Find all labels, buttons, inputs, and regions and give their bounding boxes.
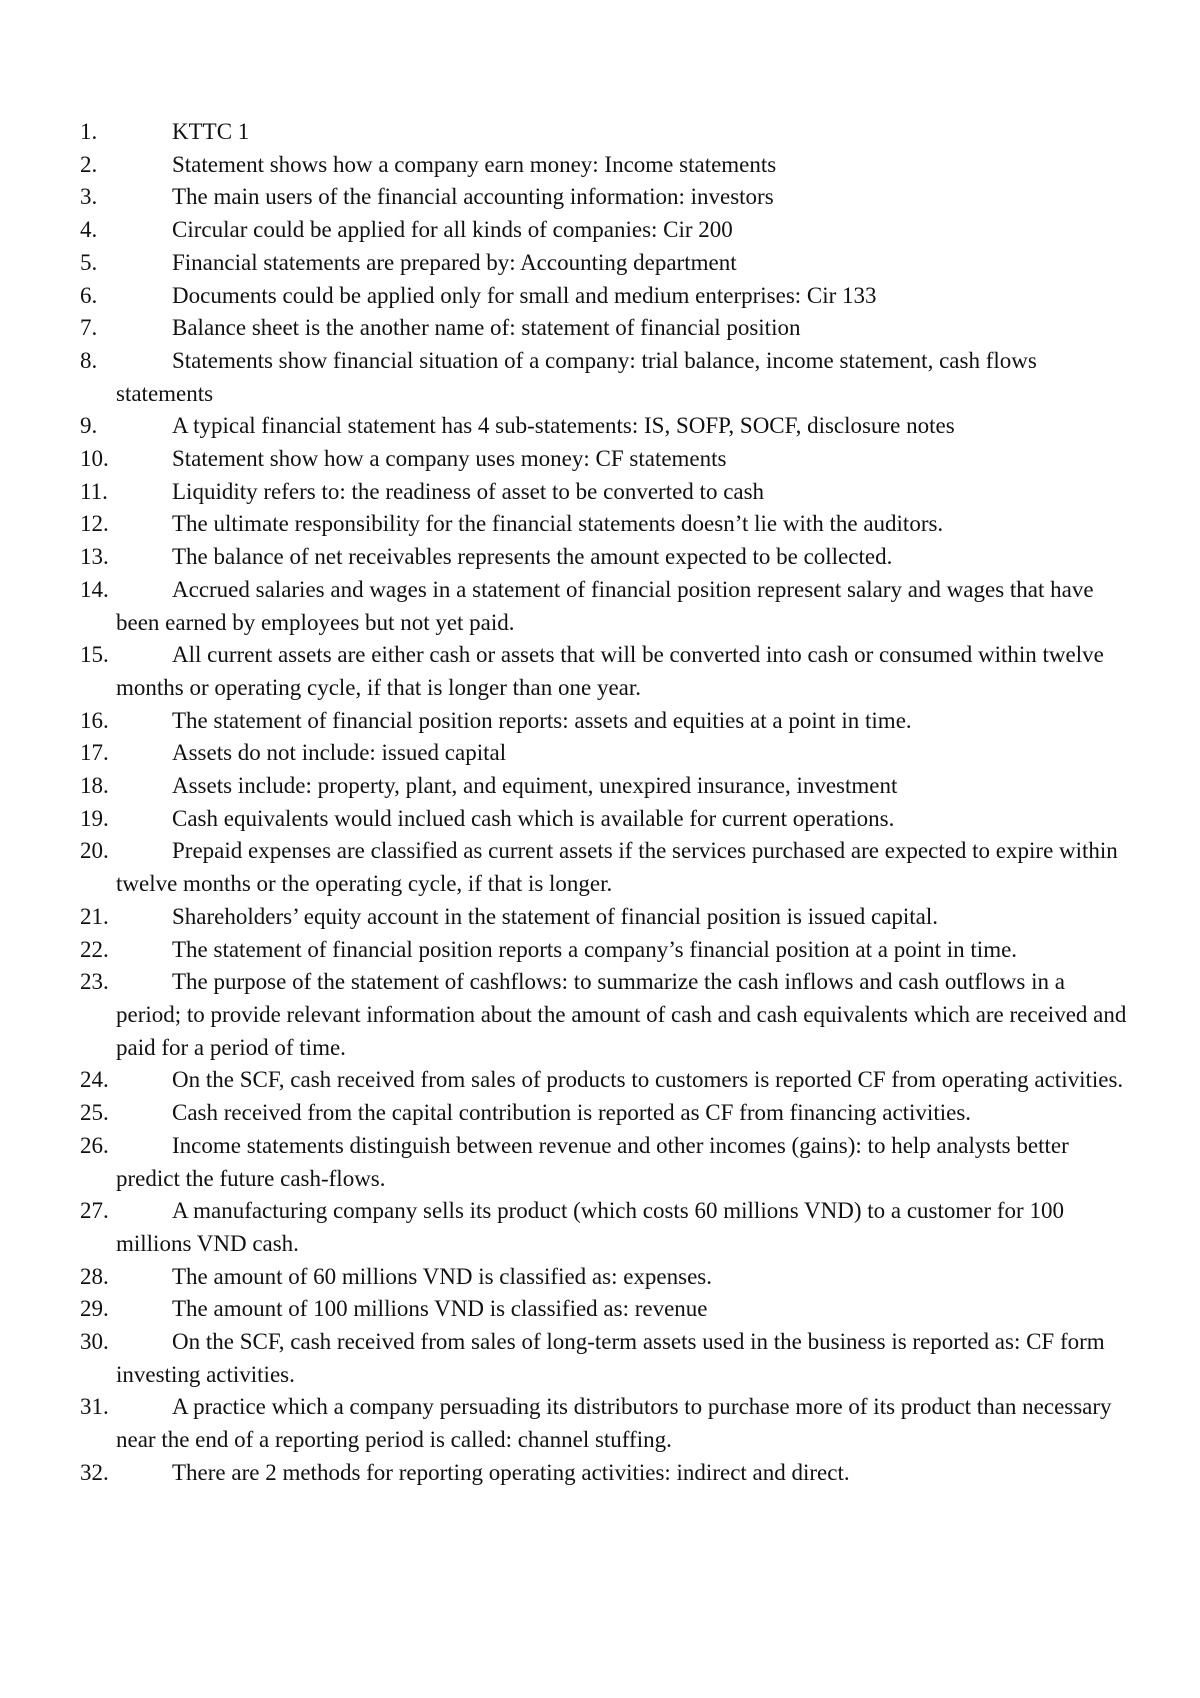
list-item	[0, 214, 1200, 247]
item-text: Liquidity refers to: the readiness of asset to be converted to cash	[172, 478, 765, 504]
list-item	[0, 410, 1200, 443]
list-item	[0, 476, 1200, 509]
item-text: Income statements distinguish between revenue and other incomes (gains): to help analysts better predict the future cash-flows.	[116, 1132, 1069, 1191]
item-number: 10.	[80, 446, 109, 472]
list-item	[0, 835, 1200, 900]
list-item	[0, 1391, 1200, 1456]
list-item	[0, 770, 1200, 803]
item-text: Cash equivalents would inclued cash which is available for current operations.	[172, 805, 895, 831]
item-text: Shareholders’ equity account in the statement of financial position is issued capital.	[172, 903, 939, 929]
item-number: 20.	[80, 838, 109, 864]
item-number: 18.	[80, 773, 109, 799]
item-number: 23.	[80, 969, 109, 995]
item-number: 5.	[80, 249, 98, 275]
list-item	[0, 1293, 1200, 1326]
list-item	[0, 345, 1200, 410]
item-text: Balance sheet is the another name of: statement of financial position	[172, 315, 801, 341]
item-number: 6.	[80, 282, 98, 308]
item-number: 24.	[80, 1067, 109, 1093]
item-text: Circular could be applied for all kinds of companies: Cir 200	[172, 217, 733, 243]
item-number: 11.	[80, 478, 108, 504]
list-item	[0, 966, 1200, 1064]
item-number: 2.	[80, 151, 98, 177]
item-number: 13.	[80, 544, 109, 570]
list-item	[0, 574, 1200, 639]
item-number: 30.	[80, 1329, 109, 1355]
list-item	[0, 705, 1200, 738]
item-number: 9.	[80, 413, 98, 439]
list-item	[0, 181, 1200, 214]
list-item	[0, 934, 1200, 967]
item-number: 27.	[80, 1198, 109, 1224]
item-text: All current assets are either cash or assets that will be converted into cash or consumed within twelve months or operating cycle, if that is longer than one year.	[116, 642, 1104, 700]
document-body	[0, 116, 1200, 1490]
item-number: 3.	[80, 184, 98, 210]
item-text: A typical financial statement has 4 sub-statements: IS, SOFP, SOCF, disclosure notes	[172, 413, 955, 439]
list-item	[0, 247, 1200, 280]
item-text: The amount of 60 millions VND is classified as: expenses.	[172, 1263, 712, 1289]
list-item	[0, 803, 1200, 836]
list-item	[0, 149, 1200, 182]
list-item	[0, 541, 1200, 574]
item-number: 1.	[80, 119, 98, 144]
item-number: 32.	[80, 1459, 109, 1485]
item-text: Prepaid expenses are classified as current assets if the services purchased are expected to expire within twelve months or the operating cycle, if that is longer.	[116, 838, 1118, 897]
item-text: Cash received from the capital contribution is reported as CF from financing activities.	[172, 1100, 972, 1126]
item-number: 22.	[80, 936, 109, 962]
item-number: 7.	[80, 315, 98, 341]
list-item	[0, 901, 1200, 934]
item-text: On the SCF, cash received from sales of products to customers is reported CF from operating activities.	[172, 1067, 1124, 1093]
list-item	[0, 737, 1200, 770]
item-number: 14.	[80, 576, 109, 602]
item-text: The purpose of the statement of cashflows: to summarize the cash inflows and cash outflows in a period; to provide relevant information about the amount of cash and cash equivalents which are received and paid for a period of time.	[116, 969, 1127, 1060]
list-item	[0, 1130, 1200, 1195]
item-text: A practice which a company persuading its distributors to purchase more of its product than necessary near the end of a reporting period is called: channel stuffing.	[116, 1394, 1112, 1453]
item-text: The statement of financial position reports: assets and equities at a point in time.	[172, 707, 912, 733]
item-text: The statement of financial position reports a company’s financial position at a point in time.	[172, 936, 1018, 962]
item-text: Assets include: property, plant, and equiment, unexpired insurance, investment	[172, 773, 898, 799]
list-item	[0, 312, 1200, 345]
item-number: 12.	[80, 511, 109, 537]
list-item	[0, 1457, 1200, 1490]
item-number: 4.	[80, 217, 98, 243]
item-text: The balance of net receivables represents the amount expected to be collected.	[172, 544, 893, 570]
item-text: A manufacturing company sells its product (which costs 60 millions VND) to a customer for 100 millions VND cash.	[116, 1198, 1064, 1256]
item-number: 26.	[80, 1132, 109, 1158]
item-text: KTTC 1	[172, 119, 250, 144]
item-number: 8.	[80, 347, 98, 373]
list-item	[0, 1261, 1200, 1294]
list-item	[0, 443, 1200, 476]
list-item	[0, 1326, 1200, 1391]
item-number: 21.	[80, 903, 109, 929]
item-number: 25.	[80, 1100, 109, 1126]
item-number: 17.	[80, 740, 109, 766]
item-text: The ultimate responsibility for the financial statements doesn’t lie with the auditors.	[172, 511, 944, 537]
item-text: Financial statements are prepared by: Accounting department	[172, 249, 737, 275]
item-number: 15.	[80, 642, 109, 668]
list-item	[0, 1097, 1200, 1130]
item-text: There are 2 methods for reporting operating activities: indirect and direct.	[172, 1459, 850, 1485]
list-item	[0, 280, 1200, 313]
list-item	[0, 639, 1200, 704]
item-text: Documents could be applied only for small and medium enterprises: Cir 133	[172, 282, 877, 308]
item-text: Statement shows how a company earn money: Income statements	[172, 151, 777, 177]
item-number: 29.	[80, 1296, 109, 1322]
item-text: Statements show financial situation of a company: trial balance, income statement, cash flows statements	[116, 347, 1037, 406]
item-text: On the SCF, cash received from sales of long-term assets used in the business is reported as: CF form investing activities.	[116, 1329, 1105, 1387]
item-text: Assets do not include: issued capital	[172, 740, 507, 766]
item-number: 28.	[80, 1263, 109, 1289]
item-text: The main users of the financial accounting information: investors	[172, 184, 774, 210]
item-number: 16.	[80, 707, 109, 733]
list-item	[0, 508, 1200, 541]
list-item	[0, 1064, 1200, 1097]
item-text: Statement show how a company uses money: CF statements	[172, 446, 727, 472]
item-number: 19.	[80, 805, 109, 831]
item-number: 31.	[80, 1394, 109, 1420]
list-item	[0, 1195, 1200, 1260]
item-text: The amount of 100 millions VND is classified as: revenue	[172, 1296, 708, 1322]
item-text: Accrued salaries and wages in a statement of financial position represent salary and wages that have been earned by employees but not yet paid.	[116, 576, 1094, 635]
list-item	[0, 116, 1200, 149]
